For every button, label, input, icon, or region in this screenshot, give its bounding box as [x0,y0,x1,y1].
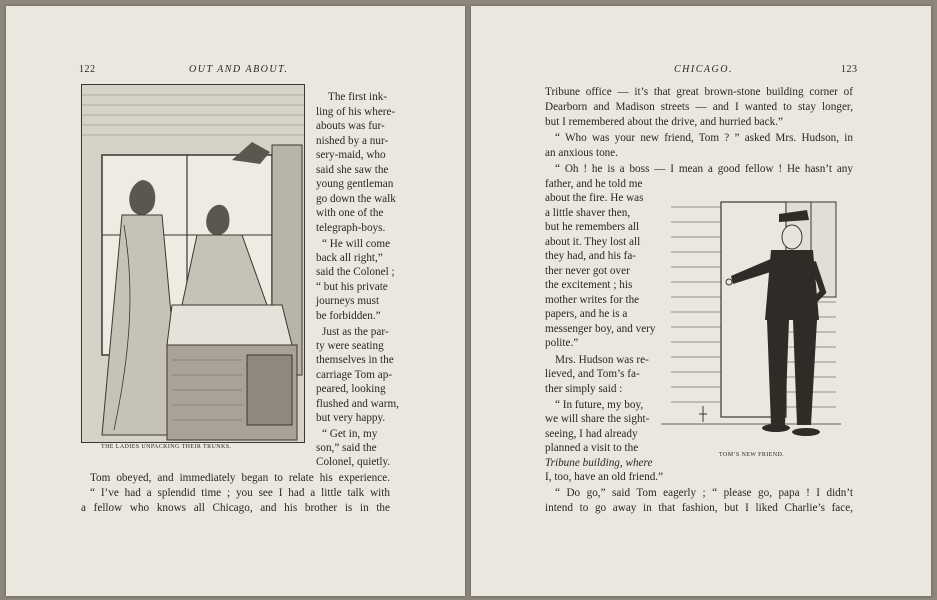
text-line: lieved, and Tom’s fa- [545,368,640,380]
engraving-messenger-boy [661,192,841,447]
text-line: journeys must [316,295,380,307]
text-line: The first ink- [328,91,388,103]
text-line: abouts was fur- [316,120,385,132]
text-line: mother writes for the [545,294,640,306]
right-running-title: CHICAGO. [674,64,733,75]
text-line: said she saw the [316,164,389,176]
text-line: “ Get in, my [322,428,378,440]
text-line: said the Colonel ; [316,266,395,278]
text-line: “ Who was your new friend, Tom ? ” asked Mrs. Hudson, in [555,132,853,144]
text-line: Dearborn and Madison streets — and I wanted to stay longer, [545,101,853,113]
text-line: sery-maid, who [316,149,386,161]
text-line: “ but his private [316,281,388,293]
text-line: we will share the sight- [545,413,650,425]
text-line: I, too, have an old friend.” [545,471,664,483]
text-line: an anxious tone. [545,147,619,159]
text-line: back all right,” [316,252,383,264]
text-line: about the fire. He was [545,192,644,204]
text-line: “ In future, my boy, [555,399,644,411]
text-line: papers, and he is a [545,308,628,320]
text-line: seeing, I had already [545,428,638,440]
text-line: young gentleman [316,178,394,190]
text-line: father, and he told me [545,178,643,190]
text-line: “ He will come [322,238,391,250]
text-line: planned a visit to the [545,442,639,454]
text-line: Tom obeyed, and immediately began to relate his experience. [90,472,390,484]
text-line: Just as the par- [322,326,389,338]
text-line: “ Do go,” said Tom eagerly ; “ please go, papa ! I didn’t [555,487,853,499]
text-line: Tribune building, where [545,457,653,469]
text-line: a little shaver then, [545,207,631,219]
text-line: but very happy. [316,412,386,424]
text-line: they had, and his fa- [545,250,637,262]
text-line: son,” said the [316,442,377,454]
text-line: “ Oh ! he is a boss — I mean a good fellow ! He hasn’t any [555,163,853,175]
text-line: themselves in the [316,354,394,366]
text-line: but he remembers all [545,221,640,233]
text-line: messenger boy, and very [545,323,656,335]
text-line: nished by a nur- [316,135,389,147]
text-line: be forbidden.” [316,310,381,322]
illustration-toms-new-friend [661,192,841,447]
text-line: “ I’ve had a splendid time ; you see I had a little talk with [90,487,390,499]
text-line: ty were seating [316,340,384,352]
text-line: Tribune office — it’s that great brown-stone building corner of [545,86,853,98]
text-line: ther simply said : [545,383,623,395]
right-page-number: 123 [841,64,858,75]
text-line: about it. They lost all [545,236,641,248]
text-line: peared, looking [316,383,386,395]
engraving-ladies [82,85,304,442]
text-line: telegraph-boys. [316,222,386,234]
text-line: a fellow who knows all Chicago, and his brother is in the [81,502,390,514]
text-line: polite.” [545,337,579,349]
text-line: ther never got over [545,265,630,277]
text-line: with one of the [316,207,384,219]
right-page [471,6,931,596]
illustration-ladies-unpacking [81,84,305,443]
text-line: Mrs. Hudson was re- [555,354,649,366]
text-line: intend to go away in that fashion, but I liked Charlie’s face, [545,502,853,514]
text-line: the excitement ; his [545,279,633,291]
text-line: flushed and warm, [316,398,399,410]
text-line: but I remembered about the drive, and hurried back.” [545,116,783,128]
text-line: go down the walk [316,193,396,205]
text-line: ling of his where- [316,106,396,118]
text-line: Colonel, quietly. [316,456,391,468]
text-line: carriage Tom ap- [316,369,393,381]
left-running-title: OUT AND ABOUT. [189,64,289,75]
right-figure-caption: TOM’S NEW FRIEND. [719,452,785,458]
left-figure-caption: THE LADIES UNPACKING THEIR TRUNKS. [101,444,232,450]
left-page [6,6,465,596]
left-page-number: 122 [79,64,96,75]
